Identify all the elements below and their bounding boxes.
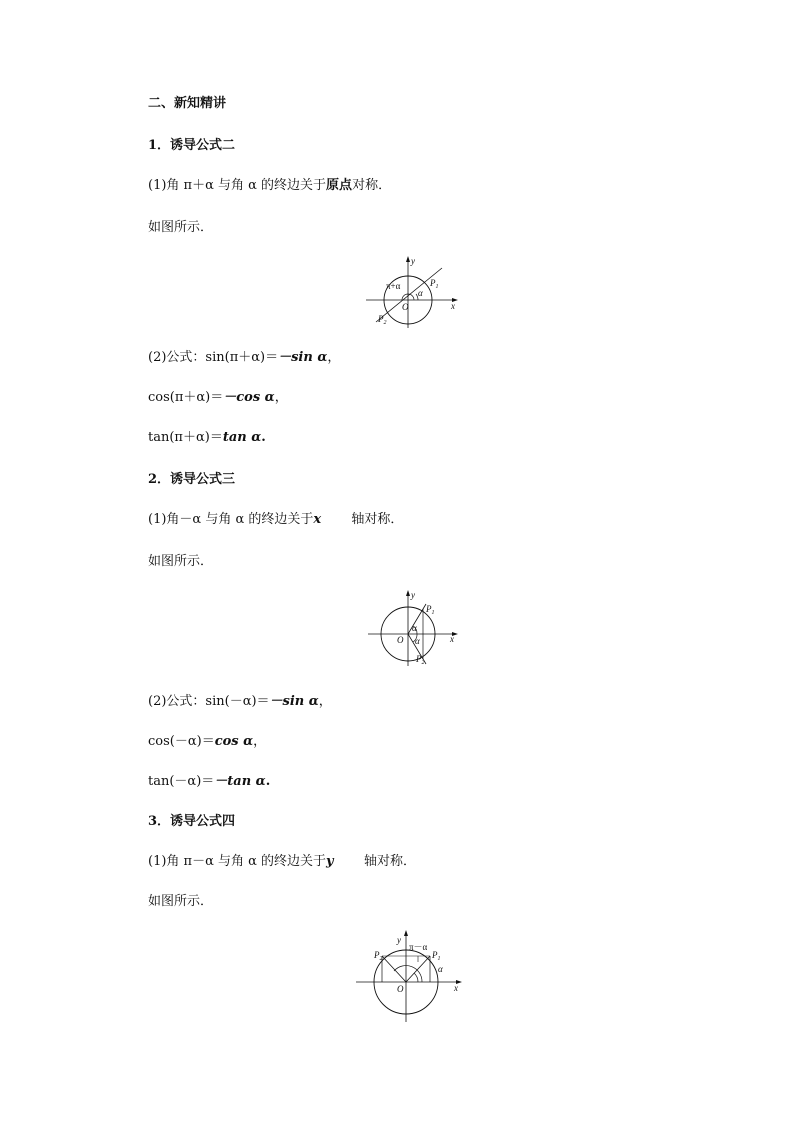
s2-formula-cos [148,734,266,750]
p1-label [431,950,441,962]
heading-formula-4: 3．诱导公式四 [148,814,236,829]
s3-statement-prefix: (1)角 π－α 与角 α 的终边关于 [148,854,327,869]
x-label: x [454,983,458,993]
p2-letter: P [416,654,422,664]
s1-formula-sin [148,350,340,366]
f1-rhs: －sin α [278,350,328,365]
s1-statement-suffix: 对称． [352,178,392,193]
figure-formula-3 [368,590,460,666]
p2-letter: P [374,950,380,960]
origin-label: O [402,302,409,312]
y-label: y [411,590,415,600]
f3-end: . [265,774,271,789]
terminal-ray-pi-minus-alpha [379,956,406,982]
alpha-label-upper: α [412,623,417,633]
s1-statement-prefix: (1)角 π＋α 与角 α 的终边关于 [148,178,327,193]
y-axis-arrow [404,930,408,936]
y-label: y [397,935,401,945]
s1-fig-caption: 如图所示． [148,220,214,235]
y-label: y [411,256,415,266]
f1-rhs: －sin α [269,694,319,709]
heading-formula-3: 2．诱导公式三 [148,472,236,487]
figure-formula-2 [366,256,460,328]
heading-formula-2: 1．诱导公式二 [148,138,236,153]
section-title: 二、新知精讲 [148,96,227,111]
s1-statement [148,178,391,194]
s3-fig-caption: 如图所示． [148,894,214,909]
alpha-label: α [438,964,443,974]
f2-rhs: －cos α [223,390,275,405]
f3-rhs: tan α [222,430,262,445]
s2-statement-suffix: 轴对称． [351,512,404,527]
s2-formula-sin [148,694,332,710]
formula-label: (2)公式： [148,694,206,709]
alpha-label-lower: α [415,636,420,646]
f1-lhs: sin(－α)＝ [205,694,270,709]
p2-sub: 2 [383,320,387,326]
y-axis-arrow [406,256,410,262]
f2-rhs: cos α [214,734,254,749]
f3-lhs: tan(－α)＝ [148,774,215,789]
p2-label [377,314,387,326]
figure-formula-4 [356,930,464,1022]
angle-arc-alpha [414,973,418,982]
x-label: x [451,301,455,311]
p1-sub: 1 [431,610,435,616]
f3-end: . [261,430,266,445]
p1-label [429,278,439,290]
f1-lhs: sin(π＋α)＝ [205,350,279,365]
f1-end: ， [327,350,341,365]
p1-sub: 1 [435,284,439,290]
f2-end: ， [274,390,288,405]
s1-formula-cos [148,390,288,406]
origin-label: O [397,984,404,994]
s2-statement-bold: x [313,512,322,527]
s3-statement-suffix: 轴对称． [364,854,417,869]
p1-letter: P [426,604,432,614]
s2-fig-caption: 如图所示． [148,554,214,569]
s2-statement-prefix: (1)角－α 与角 α 的终边关于 [148,512,314,527]
f2-lhs: cos(－α)＝ [148,734,215,749]
s3-statement-bold: y [326,854,334,869]
alpha-label: α [418,288,423,298]
f3-rhs: －tan α [214,774,266,789]
pi-minus-alpha-label: π－α [409,942,428,952]
s1-formula-tan [148,430,266,446]
f2-end: ， [253,734,267,749]
s2-statement [148,512,403,528]
pi-plus-alpha-label: π+α [386,281,401,291]
f3-lhs: tan(π＋α)＝ [148,430,223,445]
p2-label [373,950,383,962]
f1-end: ， [318,694,332,709]
s1-statement-bold: 原点 [326,178,353,193]
p1-letter: P [432,950,438,960]
p1-letter: P [430,278,436,288]
x-label: x [450,634,454,644]
p2-sub: 2 [379,956,383,962]
y-axis-arrow [406,590,410,596]
f2-lhs: cos(π＋α)＝ [148,390,224,405]
origin-label: O [397,635,404,645]
s3-statement [148,854,416,870]
p2-sub: 2 [421,660,425,666]
formula-label: (2)公式： [148,350,206,365]
p1-sub: 1 [437,956,441,962]
s2-formula-tan [148,774,270,790]
p2-letter: P [378,314,384,324]
